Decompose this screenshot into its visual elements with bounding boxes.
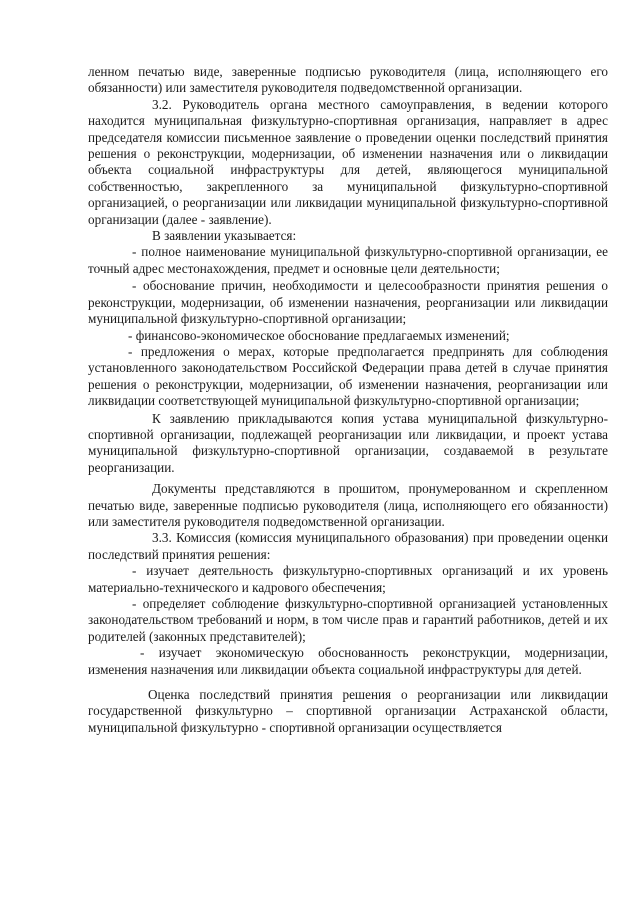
paragraph-attachments: К заявлению прикладываются копия устава муниципальной физкультурно-спортивной организации, подлежащей реорганизации или ликвидации, и проект устава муниципальной физкультурно-спортивной организации, создаваемой в результате реорганизации. <box>88 410 608 475</box>
list-item-economic-justification: - изучает экономическую обоснованность реконструкции, модернизации, изменения назначения или ликвидации объекта социальной инфраструктуры для детей. <box>88 645 608 677</box>
paragraph-documents: Документы представляются в прошитом, пронумерованном и скрепленном печатью виде, заверенные подписью руководителя (лица, исполняющего его обязанности) или заместителя руководителя подведомственной организации. <box>88 481 608 529</box>
list-item-full-name: - полное наименование муниципальной физкультурно-спортивной организации, ее точный адрес местонахождения, предмет и основные цели деятельности; <box>88 244 608 276</box>
list-item-proposals: - предложения о мерах, которые предполагается предпринять для соблюдения установленного законодательством Российской Федерации права детей в случае принятия решения о реконструкции, модернизации, об изменении назначения, реорганизации или ликвидации соответствующей муниципальной физкультурно-спортивной организации; <box>88 343 608 409</box>
paragraph-assessment: Оценка последствий принятия решения о реорганизации или ликвидации государственной физкультурно – спортивной организации Астраханской области, муниципальной физкультурно - спортивной организации осуществляется <box>88 687 608 735</box>
paragraph-application-intro: В заявлении указывается: <box>152 228 297 244</box>
paragraph-3-2: 3.2. Руководитель органа местного самоуправления, в ведении которого находится муниципальная физкультурно-спортивная организация, направляет в адрес председателя комиссии письменное заявление о проведении оценки последствий принятия решения о реконструкции, модернизации, об изменении назначения или о ликвидации объекта социальной инфраструктуры для детей, являющегося муниципальной собственностью, закрепленного за муниципальной физкультурно-спортивной организацией, о реорганизации или ликвидации муниципальной физкультурно-спортивной организации (далее - заявление). <box>88 96 608 227</box>
list-item-financial: - финансово-экономическое обоснование предлагаемых изменений; <box>128 327 510 343</box>
list-item-determines-compliance: - определяет соблюдение физкультурно-спортивной организацией установленных законодательством требований и норм, в том числе прав и гарантий работников, детей и их родителей (законных представителей); <box>88 596 608 644</box>
list-item-studies-activity: - изучает деятельность физкультурно-спортивных организаций и их уровень материально-технического и кадрового обеспечения; <box>88 563 608 595</box>
document-page <box>88 64 608 736</box>
list-item-justification: - обоснование причин, необходимости и целесообразности принятия решения о реконструкции, модернизации, об изменении назначения, реорганизации или ликвидации муниципальной физкультурно-спортивной организации; <box>88 278 608 327</box>
paragraph-3-3: 3.3. Комиссия (комиссия муниципального образования) при проведении оценки последствий принятия решения: <box>88 530 608 562</box>
paragraph-continuation: ленном печатью виде, заверенные подписью руководителя (лица, исполняющего его обязанности) или заместителя руководителя подведомственной организации. <box>88 64 608 96</box>
